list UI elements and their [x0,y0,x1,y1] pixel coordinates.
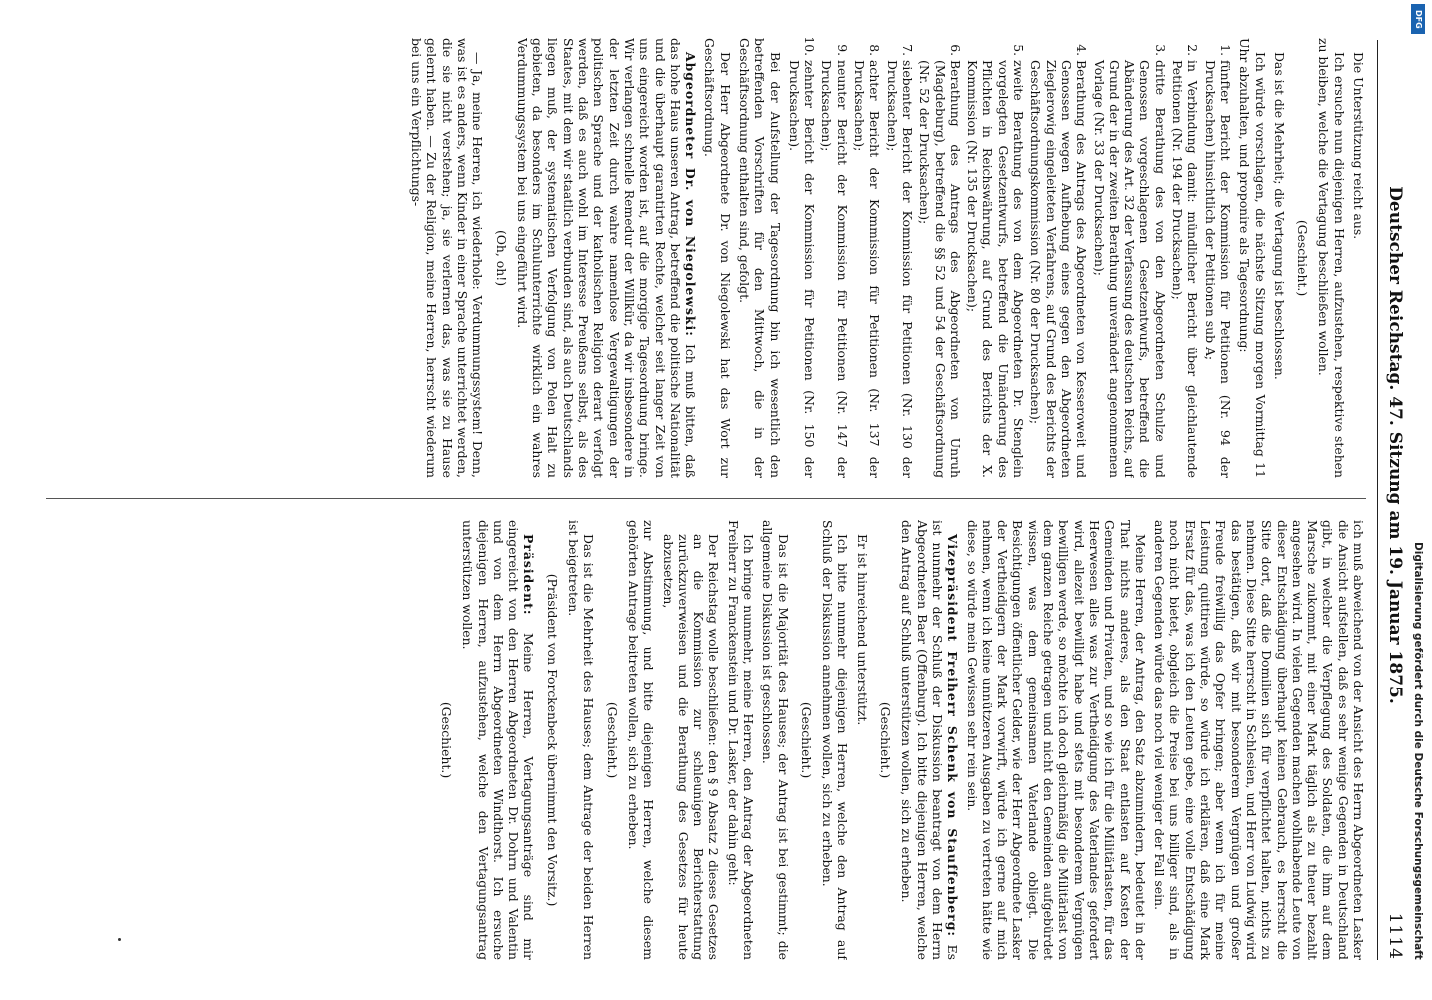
scan-speck [118,938,121,941]
paragraph [899,520,960,960]
stage-direction: (Geschieht.) [798,701,814,779]
page-number: 1114 [1385,912,1405,960]
paragraph: Ich bringe nunmehr, meine Herren, den Antrag der Abgeordneten Freiherr zu Franckenstein und Dr. Lasker, der dahin geht: [725,520,757,960]
speech-text: Meine Herren, Vertagungsanträge sind mir eingereicht von den Herren Abgeordneten Dr. Dohrn und Valentin und von dem Herrn Abgeordneten Windthorst. Ich ersuche diejenigen Herren, aufzustehen, welche den Vertagungsantrag unterstützen wollen. [460,520,537,960]
paragraph: Das ist die Mehrheit des Hauses; dem Antrage der beiden Herren ist beigetreten. [566,520,597,960]
paragraph: Bei der Aufstellung der Tagesordnung bin ich wesentlich den betreffenden Vorschriften für den Mittwoch, die in der Geschäftsordnung enthalten sind, gefolgt. [737,38,783,478]
agenda-item: 9. neunter Bericht der Kommission für Petitionen (Nr. 147 der Drucksachen); [819,60,850,478]
paragraph: Meine Herren, der Antrag, den Satz abzumindern, bedeutet in der That nichts anderes, als den Staat entlasten auf Kosten der Gemeinden und Privaten, und so wie ich für die Militärlasten, für das Heerwesen alles was zur Vertheidigung des Vaterlandes gefordert wird, allezeit bewilligt habe und stets mit besonderem Vergnügen bewilligen werde, so möchte ich doch gleichmäßig die Militärlast von dem ganzen Reiche getragen und nicht den Gemeinden aufgebürdet wissen, was dem gemeinsamen Vaterlande obliegt. Die Besichtigungen öffentlicher Gelder, wie der Herr Abgeordnete Lasker der Vertheidigern der Mark vorwirft, würde ich gerne auf mich nehmen, wenn ich keine unnützeren Ausgaben zu vertreten hätte wie diese, so würde mein Gewissen sehr rein sein. [964,520,1148,960]
dfg-logo: DFG [1411,4,1425,34]
paragraph: Die Unterstützung reicht aus. [1351,52,1366,240]
page-title: Deutscher Reichstag. 47. Sitzung am 19. Januar 1875. [1385,186,1405,704]
agenda-item: 6. Berathung des Antrags des Abgeordneten von Unruh (Magdeburg), betreffend die §§ 52 und 54 der Geschäftsordnung (Nr. 52 der Drucksachen); [917,60,963,478]
speaker-name: Präsident: [521,534,537,616]
paragraph: Ich bitte nunmehr diejenigen Herren, welche den Antrag auf Schluß der Diskussion annehmen wollen, sich zu erheben. [820,520,851,960]
paragraph: — Ja, meine Herren, ich wiederhole: Verdummungssystem! Denn, was ist es anders, wenn Kinder in einer Sprache unterrichtet werden, die sie nicht verstehen; ja, sie verlernen das, was sie zu Hause gelernt haben. — Zu der Religion, meine Herren, herrscht wiederum bei uns ein Verpflichtungs- [409,38,486,478]
agenda-item: 4. Berathung des Antrags des Abgeordneten von Kesseroweit und Genossen wegen Aufhebung eines gegen den Abgeordneten Zieglerowig eingeleiteten Verfahrens, auf Grund des Berichts der Geschäftsordnungskommission (Nr. 80 der Drucksachen); [1028,60,1089,478]
stage-direction: (Geschieht.) [1295,219,1311,297]
agenda-item: 10. zehnter Bericht der Kommission für Petitionen (Nr. 150 der Drucksachen). [787,60,818,478]
paragraph: ich muß abweichend von der Ansicht des Herrn Abgeordneten Lasker die Ansicht aufstellen, daß es sehr wenige Gegenden in Deutschland gibt, in welcher die Verpflegung des Soldaten, die ihm auf dem Marsche zukommt, mit einer Mark täglich als zu theuer bezahlt angesehen wird. In vielen Gegenden machen wohlhabende Leute von dieser Entschädigung überhaupt keinen Gebrauch, es herrscht die Sitte dort, daß die Domilien sich für verpflichtet halten, nichts zu nehmen. Diese Sitte herrscht in Schlesien, und Herr von Ludwig wird das bestätigen, daß wir mit besonderem Vergnügen und großer Freude freiwillig das Opfer bringen; aber wenn ich für meine Leistung quittiren würde, so würde ich erklären, daß eine Mark Ersatz für das, was ich den Leuten gebe, eine volle Entschädigung noch nicht bietet, obgleich die Preise bei uns billiger sind, als in anderen Gegenden würde das noch viel weniger der Fall sein. [1152,520,1366,960]
paragraph [460,520,536,960]
paragraph: Der Herr Abgeordnete Dr. von Niegolewski hat das Wort zur Geschäftsordnung. [702,38,733,478]
paragraph: zur Abstimmung, und bitte diejenigen Herren, welche diesem gehörten Antrage beitreten wollen, sich zu erheben. [625,520,657,960]
stage-direction: (Geschieht.) [878,701,894,779]
speaker-name: Abgeordneter Dr. von Niegolewski: [683,52,699,337]
paragraph: Ich ersuche nun diejenigen Herren, aufzustehen, respektive stehen zu bleiben, welche die Vertagung beschließen wollen. [1316,38,1347,478]
agenda-item: 3. dritte Berathung des von den Abgeordneten Schulze und Genossen vorgeschlagenen Gesetzentwurfs, betreffend die Abänderung des Art. 32 der Verfassung des deutschen Reichs, auf Grund der in der zweiten Berathung unverändert angenommenen Vorlage (Nr. 33 der Drucksachen); [1091,60,1167,478]
speech-text: Ich muß bitten, daß das hohe Haus unseren Antrag, betreffend die politische Nationalität und die überhaupt garantirten Rechte, welcher seit langer Zeit von uns eingereicht worden ist, auf die morgige Tagesordnung bringe. Wir verlangen schnelle Remedur der Willkür, da wir insbesondere in der letzten Zeit durch wahre namenlose Vergewaltigungen der politischen Sprache und der katholischen Religion derart verfolgt werden, daß es auch wohl im Interesse Preußens selbst, als des Staates, mit dem wir staatlich verbunden sind, als auch Deutschlands liegen muß, der systematischen Verfolgung von Polen Halt zu gebieten, da besonders im Schulunterrichte wirklich ein wahres Verdummungssystem bei uns eingeführt wird. [514,38,699,478]
stage-direction: (Oh, oh!) [493,229,509,287]
paragraph: Er ist hinreichend unterstützt. [854,534,870,726]
motion-text: Der Reichstag wolle beschließen: den § 9 Absatz 2 dieses Gesetzes an die Kommission zur schleunigen Berichterstattung zurückzuverweisen und die Berathung des Gesetzes für heute abzusetzen, [660,534,722,960]
agenda-item: 2. in Verbindung damit: mündlicher Bericht über gleichlautende Petitionen (Nr. 194 der Drucksachen); [1170,60,1201,478]
paragraph [515,38,699,478]
agenda-item: 1. fünfter Bericht der Kommission für Petitionen (Nr. 94 der Drucksachen) hinsichtlich der Petitionen sub A; [1202,60,1233,478]
column-divider [46,498,1366,499]
speaker-name: Vizepräsident Freiherr Schenk von Stauffenberg: [945,534,961,937]
speech-text: Es ist nunmehr der Schluß der Diskussion beantragt von dem Herrn Abgeordneten Baer (Offenburg). Ich bitte diejenigen Herren, welche den Antrag auf Schluß unterstützen wollen, sich zu erheben. [899,520,961,960]
paragraph: Das ist die Majorität des Hauses; der Antrag ist bei gestimmt; die allgemeine Diskussion ist geschlossen. [760,520,791,960]
agenda-item: 8. achter Bericht der Kommission für Petitionen (Nr. 137 der Drucksachen); [852,60,883,478]
paragraph: Ich würde vorschlagen, die nächste Sitzung morgen Vormittag 11 Uhr abzuhalten, und proponire als Tagesordnung: [1237,38,1268,478]
stage-direction: (Geschieht.) [438,701,454,779]
left-column [36,520,1366,960]
stage-direction: (Geschieht.) [604,701,620,779]
right-column [36,38,1366,478]
digitization-credit: Digitalisierung gefördert durch die Deutsche Forschungsgemeinschaft [1412,542,1424,960]
agenda-list [787,38,1233,478]
agenda-item: 7. siebenter Bericht der Kommission für Petitionen (Nr. 130 der Drucksachen); [884,60,915,478]
agenda-item: 5. zweite Berathung des von dem Abgeordneten Dr. Stenglein vorgelegten Gesetzentwurfs, betreffend die Umänderung des Pflichten in Reichswährung, auf Grund des Berichts der X. Kommission (Nr. 135 der Drucksachen); [965,60,1026,478]
stage-direction: (Präsident von Forckenbeck übernimmt den Vorsitz.) [544,573,560,907]
paragraph: Das ist die Mehrheit; die Vertagung ist beschlossen. [1271,52,1287,380]
